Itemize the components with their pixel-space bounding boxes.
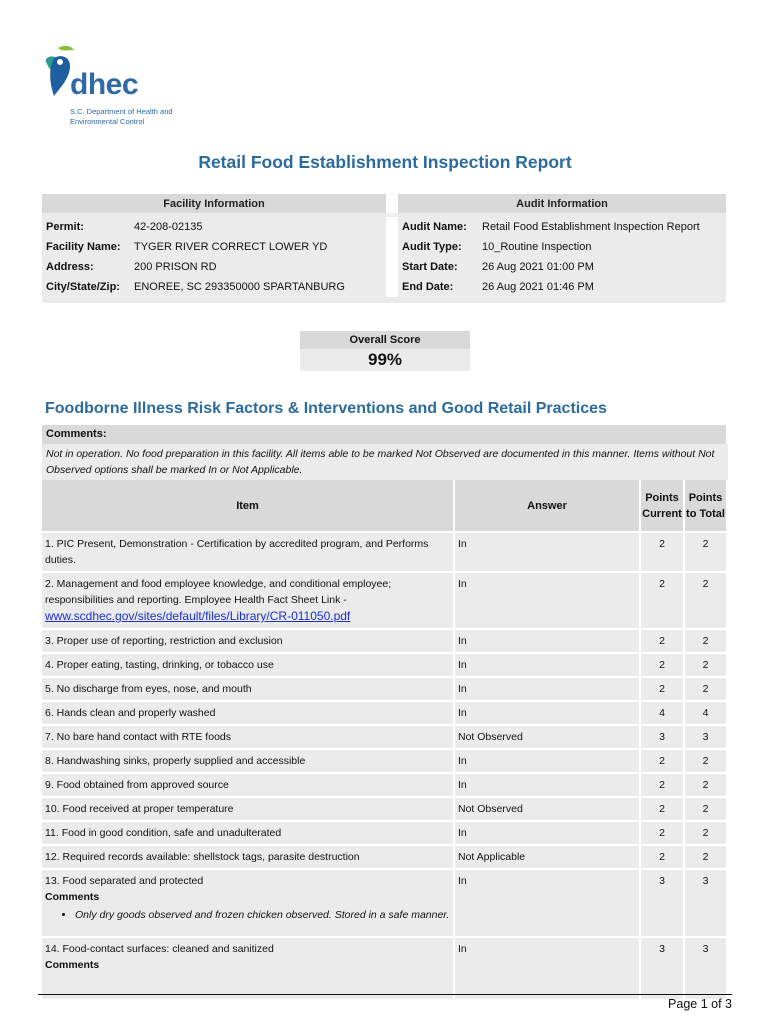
audit-value: 26 Aug 2021 01:00 PM — [478, 257, 726, 277]
item-text: 7. No bare hand contact with RTE foods — [42, 725, 454, 749]
comments-text: Not in operation. No food preparation in this facility. All items able to be marked Not Observed are documented in this manner. Items without Not Observed options shall be marked In or Not Applicable. — [42, 444, 728, 480]
answer: In — [454, 653, 640, 677]
overall-score-box — [300, 331, 470, 371]
col-header-item: Item — [42, 480, 454, 532]
facility-heading: Facility Information — [42, 194, 386, 213]
table-row — [42, 845, 726, 869]
table-row — [42, 677, 726, 701]
answer: In — [454, 532, 640, 572]
facility-value: 200 PRISON RD — [130, 257, 386, 277]
inspection-items-table — [42, 480, 726, 999]
table-row — [42, 725, 726, 749]
answer: In — [454, 572, 640, 629]
audit-label: End Date: — [398, 277, 478, 297]
table-row — [42, 749, 726, 773]
table-row — [42, 629, 726, 653]
points-current: 2 — [640, 797, 684, 821]
facility-value: 42-208-02135 — [130, 217, 386, 237]
facility-value: TYGER RIVER CORRECT LOWER YD — [130, 237, 386, 257]
item-text: 2. Management and food employee knowledge, and conditional employee; responsibilities and reporting. Employee Health Fact Sheet Link - — [45, 578, 392, 606]
audit-value: Retail Food Establishment Inspection Report — [478, 217, 726, 237]
facility-label: City/State/Zip: — [42, 277, 130, 297]
table-row — [42, 653, 726, 677]
table-row — [42, 797, 726, 821]
col-header-points-total: Points to Total — [684, 480, 726, 532]
comments-label: Comments: — [46, 428, 107, 440]
facility-label: Address: — [42, 257, 130, 277]
answer: In — [454, 773, 640, 797]
item-text: 11. Food in good condition, safe and unadulterated — [42, 821, 454, 845]
points-total: 2 — [684, 845, 726, 869]
facility-value: ENOREE, SC 293350000 SPARTANBURG — [130, 277, 386, 297]
comments-header — [42, 425, 726, 444]
answer: Not Observed — [454, 725, 640, 749]
report-title: Retail Food Establishment Inspection Report — [198, 152, 572, 172]
points-total: 2 — [684, 773, 726, 797]
col-header-answer: Answer — [454, 480, 640, 532]
answer: In — [454, 701, 640, 725]
item-comment: • Only dry goods observed and frozen chicken observed. Stored in a safe manner. — [75, 907, 450, 923]
points-current: 2 — [640, 845, 684, 869]
page-number: Page 1 of 3 — [668, 997, 732, 1011]
audit-label: Start Date: — [398, 257, 478, 277]
employee-health-fact-sheet-link[interactable]: www.scdhec.gov/sites/default/files/Library/CR-011050.pdf — [45, 609, 351, 623]
points-current: 3 — [640, 937, 684, 999]
points-current: 2 — [640, 677, 684, 701]
item-text: 8. Handwashing sinks, properly supplied and accessible — [42, 749, 454, 773]
points-current: 2 — [640, 532, 684, 572]
item-text: 10. Food received at proper temperature — [42, 797, 454, 821]
audit-value: 26 Aug 2021 01:46 PM — [478, 277, 726, 297]
points-total: 2 — [684, 821, 726, 845]
points-current: 3 — [640, 869, 684, 937]
audit-label: Audit Name: — [398, 217, 478, 237]
item-text: 13. Food separated and protected — [45, 875, 204, 887]
table-row — [42, 532, 726, 572]
points-current: 2 — [640, 773, 684, 797]
points-total: 2 — [684, 653, 726, 677]
overall-score-label: Overall Score — [300, 331, 470, 349]
item-text: 1. PIC Present, Demonstration - Certification by accredited program, and Performs duties. — [42, 532, 454, 572]
points-total: 3 — [684, 725, 726, 749]
overall-score-value: 99% — [300, 349, 470, 371]
audit-value: 10_Routine Inspection — [478, 237, 726, 257]
table-row — [42, 701, 726, 725]
item-text: 9. Food obtained from approved source — [42, 773, 454, 797]
answer: Not Applicable — [454, 845, 640, 869]
answer: In — [454, 629, 640, 653]
logo-subtitle: S.C. Department of Health and Environmental Control — [70, 107, 173, 126]
table-row — [42, 937, 726, 999]
points-total: 2 — [684, 532, 726, 572]
footer-divider — [38, 994, 732, 995]
points-current: 2 — [640, 572, 684, 629]
item-text: 4. Proper eating, tasting, drinking, or tobacco use — [42, 653, 454, 677]
points-total: 2 — [684, 797, 726, 821]
table-row — [42, 773, 726, 797]
points-total: 4 — [684, 701, 726, 725]
answer: In — [454, 749, 640, 773]
table-row — [42, 869, 726, 937]
points-current: 2 — [640, 653, 684, 677]
comments-label: Comments — [45, 891, 100, 903]
logo-wordmark: dhec — [70, 68, 139, 101]
points-total: 3 — [684, 869, 726, 937]
dhec-logo — [42, 44, 202, 134]
item-text: 6. Hands clean and properly washed — [42, 701, 454, 725]
points-current: 2 — [640, 821, 684, 845]
points-current: 2 — [640, 749, 684, 773]
answer: In — [454, 869, 640, 937]
points-total: 2 — [684, 749, 726, 773]
points-current: 2 — [640, 629, 684, 653]
answer: In — [454, 821, 640, 845]
facility-label: Facility Name: — [42, 237, 130, 257]
item-text: 12. Required records available: shellstock tags, parasite destruction — [42, 845, 454, 869]
answer: In — [454, 677, 640, 701]
facility-label: Permit: — [42, 217, 130, 237]
item-text: 5. No discharge from eyes, nose, and mouth — [42, 677, 454, 701]
points-current: 3 — [640, 725, 684, 749]
answer: Not Observed — [454, 797, 640, 821]
audit-label: Audit Type: — [398, 237, 478, 257]
table-row — [42, 572, 726, 629]
points-total: 3 — [684, 937, 726, 999]
points-total: 2 — [684, 677, 726, 701]
points-total: 2 — [684, 629, 726, 653]
audit-heading: Audit Information — [398, 194, 726, 213]
info-table — [42, 194, 726, 303]
points-current: 4 — [640, 701, 684, 725]
comments-label: Comments — [45, 959, 100, 971]
item-text: 14. Food-contact surfaces: cleaned and sanitized — [45, 943, 274, 955]
table-row — [42, 821, 726, 845]
item-text: 3. Proper use of reporting, restriction and exclusion — [42, 629, 454, 653]
section-title: Foodborne Illness Risk Factors & Interventions and Good Retail Practices — [45, 400, 607, 417]
answer: In — [454, 937, 640, 999]
points-total: 2 — [684, 572, 726, 629]
col-header-points-current: Points Current — [640, 480, 684, 532]
